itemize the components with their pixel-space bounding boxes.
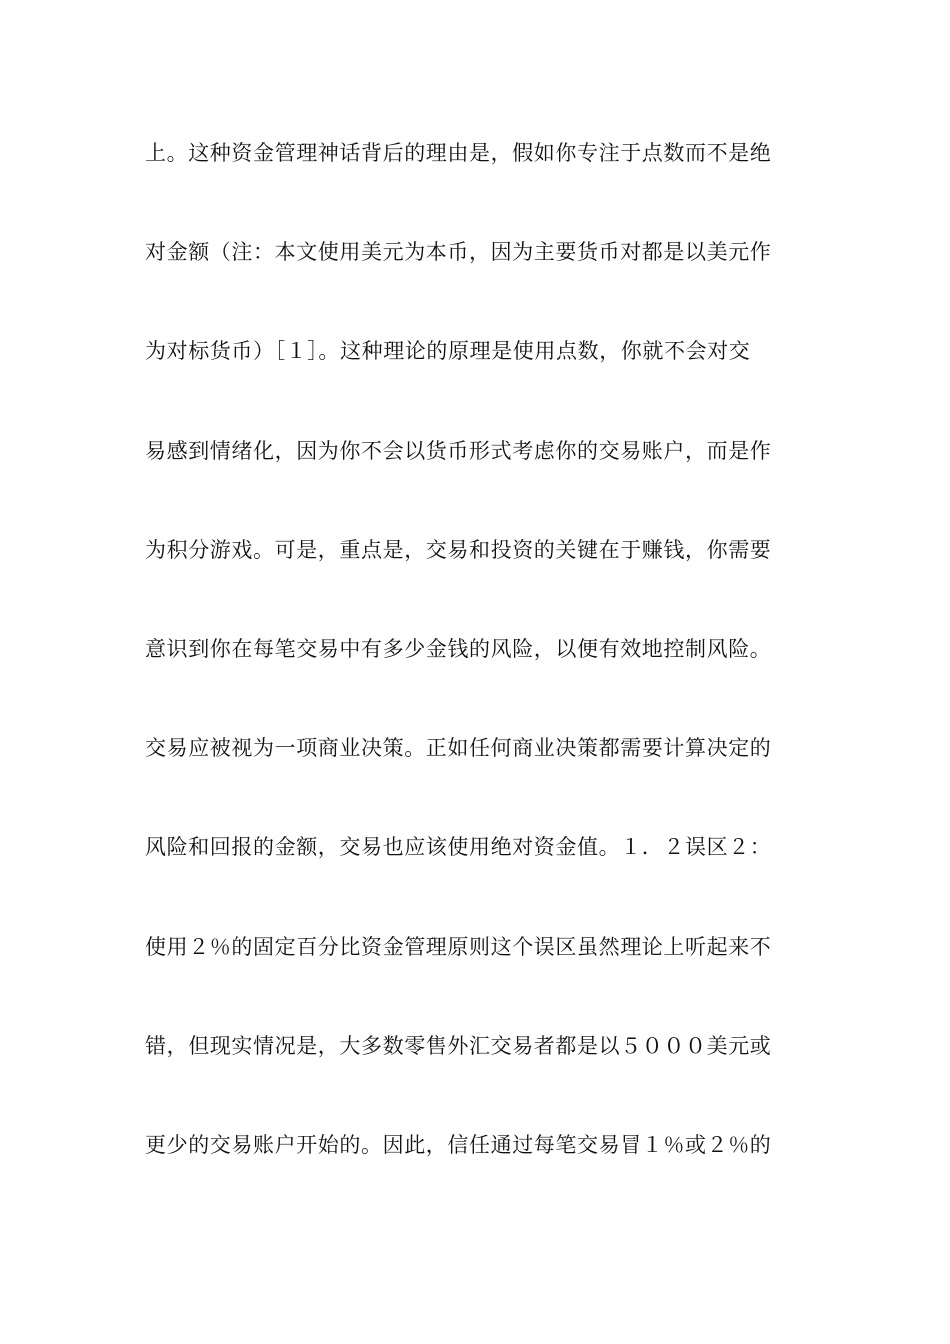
text-line: 为积分游戏。可是，重点是，交易和投资的关键在于赚钱，你需要 — [145, 537, 772, 562]
text-line: 对金额（注：本文使用美元为本币，因为主要货币对都是以美元作 — [145, 240, 772, 265]
text-line: 上。这种资金管理神话背后的理由是，假如你专注于点数而不是绝 — [145, 141, 772, 165]
text-line: 交易应被视为一项商业决策。正如任何商业决策都需要计算决定的 — [145, 736, 772, 761]
text-line: 更少的交易账户开始的。因此，信任通过每笔交易冒１％或２％的 — [145, 1132, 772, 1157]
text-line: 风险和回报的金额，交易也应该使用绝对资金值。１．２误区２： — [145, 835, 772, 860]
text-line: 使用２％的固定百分比资金管理原则这个误区虽然理论上听起来不 — [145, 934, 772, 959]
text-line: 意识到你在每笔交易中有多少金钱的风险，以便有效地控制风险。 — [145, 636, 772, 661]
body-text — [145, 128, 805, 1219]
text-line: 易感到情绪化，因为你不会以货币形式考虑你的交易账户，而是作 — [145, 438, 772, 463]
text-line: 错，但现实情况是，大多数零售外汇交易者都是以５０００美元或 — [145, 1033, 772, 1058]
text-line: 为对标货币）［１］。这种理论的原理是使用点数，你就不会对交 — [145, 339, 751, 364]
